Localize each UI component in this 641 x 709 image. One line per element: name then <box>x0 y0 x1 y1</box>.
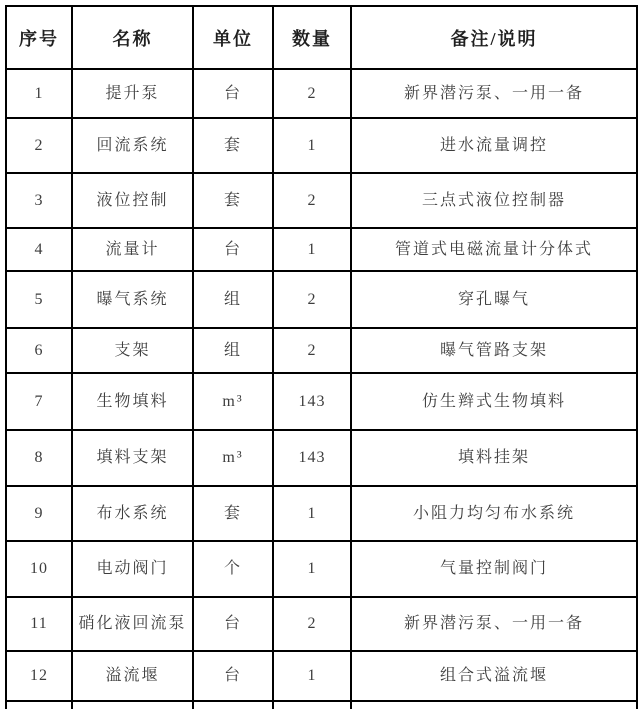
cell-note: 三点式液位控制器 <box>351 173 637 228</box>
cell-qty: 1 <box>273 486 351 541</box>
table-row <box>6 228 637 271</box>
cell-unit-empty <box>193 701 273 709</box>
cell-name: 支架 <box>72 328 193 373</box>
header-seq: 序号 <box>6 6 72 69</box>
cell-note: 填料挂架 <box>351 430 637 486</box>
cell-seq: 3 <box>6 173 72 228</box>
cell-unit: 个 <box>193 541 273 597</box>
cell-name: 填料支架 <box>72 430 193 486</box>
cell-note: 气量控制阀门 <box>351 541 637 597</box>
cell-qty: 1 <box>273 651 351 701</box>
table-row <box>6 430 637 486</box>
cell-qty: 143 <box>273 373 351 430</box>
cell-seq: 4 <box>6 228 72 271</box>
cell-name-empty <box>72 701 193 709</box>
header-qty: 数量 <box>273 6 351 69</box>
cell-unit: 台 <box>193 597 273 651</box>
cell-name: 溢流堰 <box>72 651 193 701</box>
cell-seq: 2 <box>6 118 72 173</box>
cell-unit: m³ <box>193 373 273 430</box>
cell-unit: 台 <box>193 69 273 118</box>
cell-qty: 2 <box>273 271 351 328</box>
cell-seq: 8 <box>6 430 72 486</box>
table-row <box>6 118 637 173</box>
table-row <box>6 173 637 228</box>
cell-seq: 6 <box>6 328 72 373</box>
cell-qty: 1 <box>273 541 351 597</box>
table-header-row <box>6 6 637 69</box>
table-row <box>6 69 637 118</box>
cell-name: 流量计 <box>72 228 193 271</box>
table-row <box>6 328 637 373</box>
cell-name: 电动阀门 <box>72 541 193 597</box>
table-row <box>6 541 637 597</box>
cell-seq: 10 <box>6 541 72 597</box>
cell-unit: 套 <box>193 118 273 173</box>
cell-note-empty <box>351 701 637 709</box>
cell-note: 组合式溢流堰 <box>351 651 637 701</box>
cell-unit: 组 <box>193 328 273 373</box>
cell-name: 生物填料 <box>72 373 193 430</box>
equipment-table <box>5 5 638 709</box>
cell-name: 布水系统 <box>72 486 193 541</box>
cell-name: 提升泵 <box>72 69 193 118</box>
cell-name: 曝气系统 <box>72 271 193 328</box>
cell-qty: 2 <box>273 597 351 651</box>
cell-unit: 台 <box>193 651 273 701</box>
table-row <box>6 373 637 430</box>
cell-note: 进水流量调控 <box>351 118 637 173</box>
cell-note: 小阻力均匀布水系统 <box>351 486 637 541</box>
cell-note: 新界潜污泵、一用一备 <box>351 597 637 651</box>
table-row <box>6 597 637 651</box>
cell-qty: 2 <box>273 328 351 373</box>
cell-seq: 5 <box>6 271 72 328</box>
cell-qty: 2 <box>273 173 351 228</box>
cell-qty: 2 <box>273 69 351 118</box>
table-row <box>6 271 637 328</box>
header-note: 备注/说明 <box>351 6 637 69</box>
cell-qty-empty <box>273 701 351 709</box>
cell-name: 硝化液回流泵 <box>72 597 193 651</box>
cell-qty: 1 <box>273 228 351 271</box>
cell-qty: 1 <box>273 118 351 173</box>
cell-seq-empty <box>6 701 72 709</box>
cell-seq: 9 <box>6 486 72 541</box>
cell-seq: 11 <box>6 597 72 651</box>
cell-seq: 7 <box>6 373 72 430</box>
cell-seq: 1 <box>6 69 72 118</box>
table-row-partial <box>6 701 637 709</box>
cell-unit: 套 <box>193 173 273 228</box>
table-row <box>6 651 637 701</box>
cell-unit: 组 <box>193 271 273 328</box>
cell-unit: m³ <box>193 430 273 486</box>
cell-note: 仿生辫式生物填料 <box>351 373 637 430</box>
cell-qty: 143 <box>273 430 351 486</box>
cell-note: 曝气管路支架 <box>351 328 637 373</box>
table-row <box>6 486 637 541</box>
cell-name: 回流系统 <box>72 118 193 173</box>
header-unit: 单位 <box>193 6 273 69</box>
cell-note: 新界潜污泵、一用一备 <box>351 69 637 118</box>
cell-unit: 台 <box>193 228 273 271</box>
cell-seq: 12 <box>6 651 72 701</box>
header-name: 名称 <box>72 6 193 69</box>
cell-unit: 套 <box>193 486 273 541</box>
cell-note: 穿孔曝气 <box>351 271 637 328</box>
cell-name: 液位控制 <box>72 173 193 228</box>
cell-note: 管道式电磁流量计分体式 <box>351 228 637 271</box>
